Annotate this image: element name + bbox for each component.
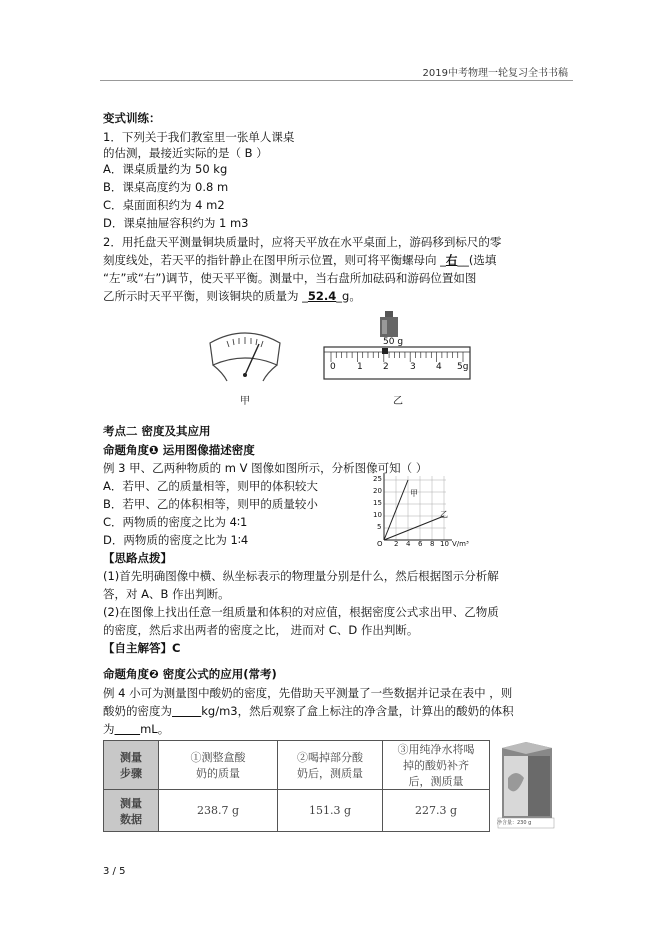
hint2-line-b: 的密度，然后求出两者的密度之比， 进而对 C、D 作出判断。 bbox=[103, 623, 419, 637]
ruler-num-0: 0 bbox=[330, 362, 336, 372]
carton-net-content: 净含量：230 g bbox=[497, 820, 532, 826]
q1-option-d: D．课桌抽屉容积约为 1 m3 bbox=[103, 216, 249, 230]
q1-line-a: 1．下列关于我们教室里一张单人课桌 bbox=[103, 130, 295, 144]
angle1-heading: 命题角度❶ 运用图像描述密度 bbox=[103, 443, 255, 457]
ex3-option-b: B．若甲、乙的体积相等，则甲的质量较小 bbox=[103, 497, 318, 511]
ruler-num-4: 4 bbox=[436, 362, 442, 372]
example4-line-c: 为 mL。 bbox=[103, 722, 170, 736]
q2-answer-mass: 52.4 bbox=[307, 289, 337, 303]
answer-line: 【自主解答】C bbox=[103, 641, 181, 655]
q2-answer-direction: 右 bbox=[445, 253, 458, 267]
y-tick-15: 15 bbox=[373, 499, 382, 507]
weight-50g-icon bbox=[378, 310, 400, 338]
q1-option-b: B．课桌高度约为 0.8 m bbox=[103, 180, 229, 194]
yogurt-carton-image bbox=[494, 738, 558, 830]
y-tick-5: 5 bbox=[377, 523, 382, 531]
y-tick-20: 20 bbox=[373, 487, 382, 495]
page-header: 2019中考物理一轮复习全书书稿 bbox=[422, 68, 568, 79]
ruler-num-5: 5g bbox=[457, 362, 469, 372]
q1-option-a: A．课桌质量约为 50 kg bbox=[103, 162, 228, 176]
x-tick-8: 8 bbox=[430, 540, 435, 548]
example3-stem: 例 3 甲、乙两种物质的 m V 图像如图所示，分析图像可知（ ） bbox=[103, 461, 428, 475]
series-yi-label: 乙 bbox=[440, 510, 448, 519]
figure-yi-label: 乙 bbox=[393, 396, 403, 407]
page-number: 3 / 5 bbox=[103, 866, 126, 877]
hint1-line-b: 答，对 A、B 作出判断。 bbox=[103, 587, 230, 601]
data-3: 227.3 g bbox=[383, 790, 490, 832]
example4-line-b: 酸奶的密度为 kg/m3，然后观察了盒上标注的净含量，计算出的酸奶的体积 bbox=[103, 704, 514, 718]
ruler-num-3: 3 bbox=[410, 362, 416, 372]
ruler-num-2: 2 bbox=[383, 362, 389, 372]
ex3-option-d: D．两物质的密度之比为 1∶4 bbox=[103, 533, 249, 547]
header-rule bbox=[100, 80, 573, 81]
figure-jia-label: 甲 bbox=[240, 396, 250, 407]
hint1-line-a: (1)首先明确图像中横、纵坐标表示的物理量分别是什么，然后根据图示分析解 bbox=[103, 569, 499, 583]
step-1: ①测整盒酸 奶的质量 bbox=[159, 741, 278, 790]
x-tick-6: 6 bbox=[418, 540, 423, 548]
section-title-density: 考点二 密度及其应用 bbox=[103, 424, 211, 438]
q2-line-a: 2．用托盘天平测量铜块质量时，应将天平放在水平桌面上，游码移到标尺的零 bbox=[103, 235, 502, 249]
q1-option-c: C．桌面面积约为 4 m2 bbox=[103, 198, 225, 212]
q2-line-d: 乙所示时天平平衡，则该铜块的质量为 _52.4_g。 bbox=[103, 289, 361, 303]
origin-label: O bbox=[377, 540, 383, 548]
hint2-line-a: (2)在图像上找出任意一组质量和体积的对应值，根据密度公式求出甲、乙物质 bbox=[103, 605, 499, 619]
x-tick-4: 4 bbox=[406, 540, 411, 548]
ruler-num-1: 1 bbox=[357, 362, 363, 372]
data-1: 238.7 g bbox=[159, 790, 278, 832]
ex3-option-a: A．若甲、乙的质量相等，则甲的体积较大 bbox=[103, 479, 318, 493]
measurement-table bbox=[103, 740, 490, 832]
ruler-figure bbox=[323, 346, 471, 380]
example4-line-a: 例 4 小可为测量图中酸奶的密度，先借助天平测量了一些数据并记录在表中 ，则 bbox=[103, 686, 513, 700]
section-title-variant: 变式训练： bbox=[103, 111, 161, 125]
x-tick-10: 10 bbox=[440, 540, 449, 548]
y-tick-10: 10 bbox=[373, 511, 382, 519]
angle2-heading: 命题角度❷ 密度公式的应用(常考) bbox=[103, 667, 277, 681]
q1-line-b: 的估测，最接近实际的是（ B ） bbox=[103, 146, 268, 160]
y-tick-25: 25 bbox=[373, 475, 382, 483]
weight-label: 50 g bbox=[383, 337, 404, 347]
x-unit-label: V/m³ bbox=[452, 540, 469, 548]
step-2: ②喝掉部分酸 奶后，测质量 bbox=[278, 741, 383, 790]
answer-value: C bbox=[172, 641, 181, 655]
balance-dial-figure bbox=[205, 325, 285, 385]
q2-line-b: 刻度线处，若天平的指针静止在图甲所示位置，则可将平衡螺母向 _右__(选填 bbox=[103, 253, 497, 267]
ex3-option-c: C．两物质的密度之比为 4∶1 bbox=[103, 515, 248, 529]
q2-line-c: “左”或“右”)调节，使天平平衡。测量中，当右盘所加砝码和游码位置如图 bbox=[103, 271, 477, 285]
series-jia-label: 甲 bbox=[410, 489, 418, 498]
step-3: ③用纯净水将喝 掉的酸奶补齐 后，测质量 bbox=[383, 741, 490, 790]
hint-title: 【思路点拨】 bbox=[103, 551, 172, 565]
data-2: 151.3 g bbox=[278, 790, 383, 832]
x-tick-2: 2 bbox=[394, 540, 399, 548]
table-head-data: 测量 数据 bbox=[104, 790, 159, 832]
table-head-steps: 测量 步骤 bbox=[104, 741, 159, 790]
